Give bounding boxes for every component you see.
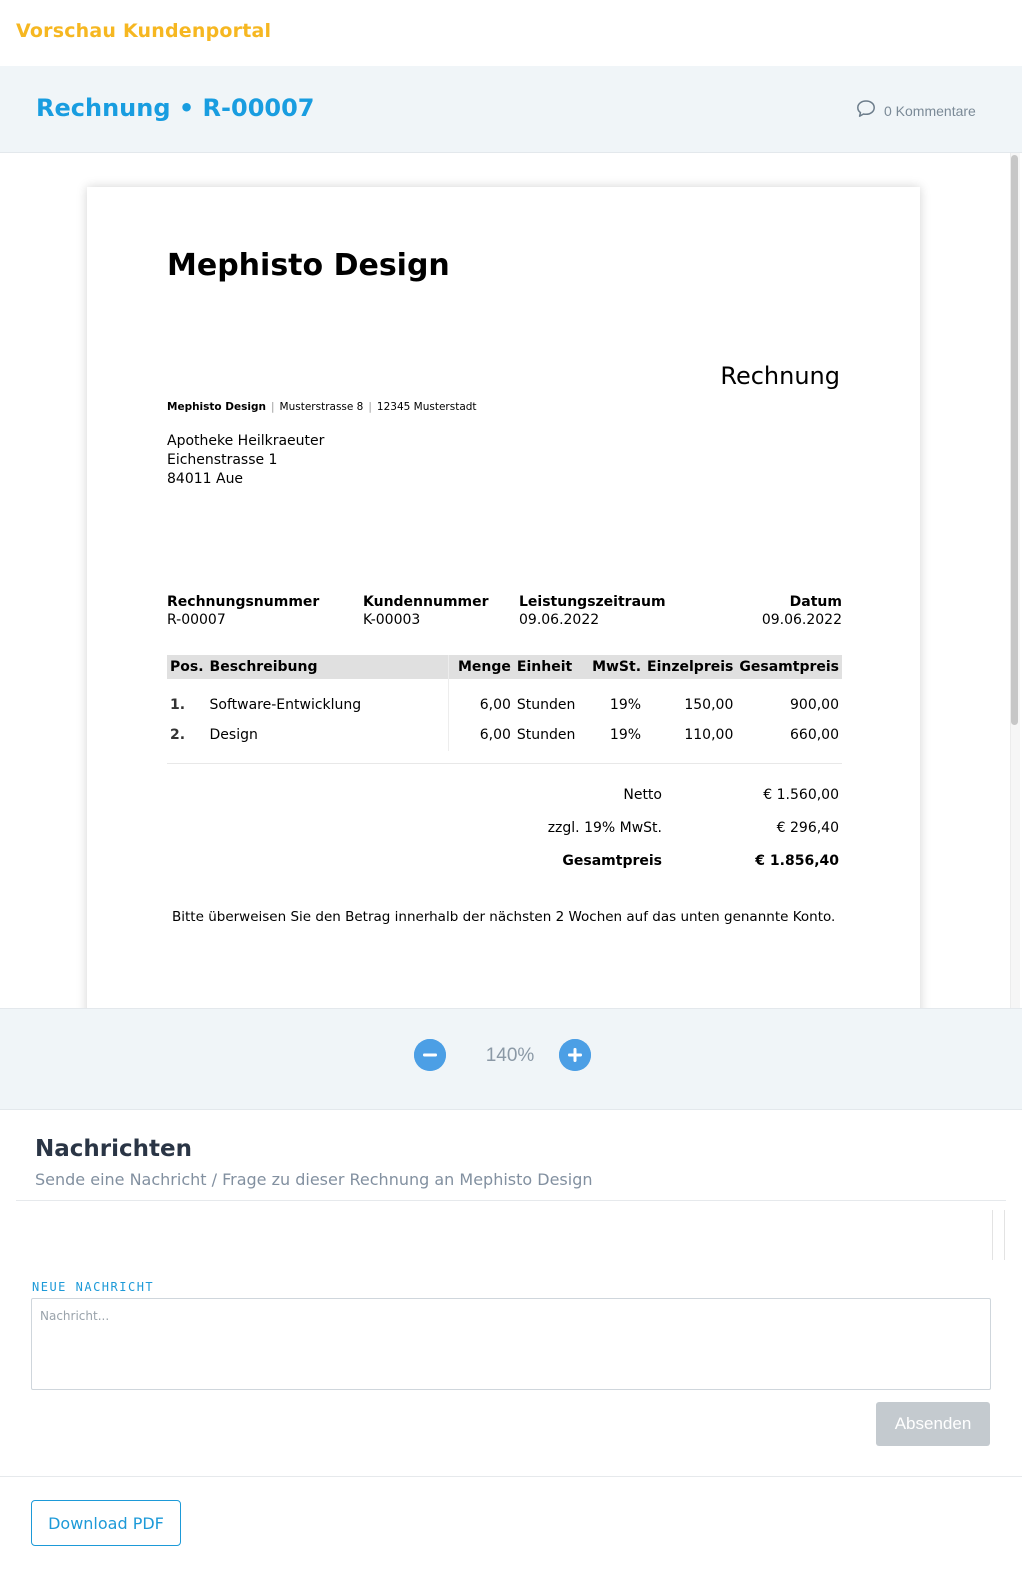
col-vat: MwSt. bbox=[584, 655, 644, 679]
messages-title: Nachrichten bbox=[35, 1136, 192, 1162]
item-total: 660,00 bbox=[790, 726, 839, 743]
item-quantity: 6,00 bbox=[479, 696, 511, 713]
item-unit: Stunden bbox=[516, 696, 576, 713]
col-pos: Pos. bbox=[167, 655, 207, 679]
invoice-number: R-00007 bbox=[167, 612, 226, 628]
divider bbox=[0, 1476, 1022, 1477]
period-label: Leistungszeitraum bbox=[519, 594, 666, 610]
col-unit-price: Einzelpreis bbox=[644, 655, 736, 679]
net-label: Netto bbox=[623, 787, 662, 803]
new-message-label: NEUE NACHRICHT bbox=[32, 1280, 155, 1294]
gross-value: € 1.856,40 bbox=[755, 853, 839, 869]
zoom-bar bbox=[0, 1008, 1022, 1110]
col-total: Gesamtpreis bbox=[736, 655, 842, 679]
pdf-viewer[interactable] bbox=[0, 153, 1022, 1008]
net-row bbox=[167, 787, 842, 820]
item-unit-price: 110,00 bbox=[684, 726, 734, 743]
zoom-in-button[interactable] bbox=[559, 1039, 591, 1071]
table-header-row bbox=[167, 655, 842, 679]
viewer-scrollbar-thumb[interactable] bbox=[1011, 155, 1018, 725]
item-total: 900,00 bbox=[790, 696, 839, 713]
zoom-level: 140% bbox=[485, 1045, 535, 1066]
net-value: € 1.560,00 bbox=[763, 787, 839, 803]
item-pos: 2. bbox=[170, 726, 186, 743]
page-title: Rechnung • R-00007 bbox=[36, 94, 315, 122]
invoice-page bbox=[87, 187, 920, 1008]
send-button[interactable]: Absenden bbox=[876, 1402, 990, 1446]
item-unit: Stunden bbox=[516, 726, 576, 743]
totals-block bbox=[167, 787, 842, 886]
document-type: Rechnung bbox=[720, 362, 840, 390]
brand-title: Vorschau Kundenportal bbox=[16, 20, 272, 42]
customer-number: K-00003 bbox=[363, 612, 421, 628]
sender-city: 12345 Musterstadt bbox=[376, 401, 477, 413]
col-unit: Einheit bbox=[514, 655, 584, 679]
minus-circle-icon bbox=[414, 1039, 446, 1071]
messages-section bbox=[0, 1110, 1022, 1476]
zoom-out-button[interactable] bbox=[414, 1039, 446, 1071]
gross-label: Gesamtpreis bbox=[562, 853, 662, 869]
item-vat: 19% bbox=[609, 726, 642, 743]
message-input[interactable] bbox=[31, 1298, 991, 1390]
recipient-city: 84011 Aue bbox=[167, 471, 244, 487]
comment-bubble-icon bbox=[856, 99, 876, 122]
table-row bbox=[167, 718, 842, 751]
item-pos: 1. bbox=[170, 696, 186, 713]
recipient-address bbox=[167, 432, 324, 489]
vat-row bbox=[167, 820, 842, 853]
col-quantity: Menge bbox=[448, 655, 514, 679]
date-label: Datum bbox=[789, 594, 842, 610]
sender-name: Mephisto Design bbox=[167, 401, 266, 413]
comments-count: 0 Kommentare bbox=[884, 102, 976, 119]
item-description: Design bbox=[207, 718, 449, 751]
line-items-table bbox=[167, 655, 842, 751]
sender-street: Musterstrasse 8 bbox=[279, 401, 364, 413]
document-header bbox=[0, 66, 1022, 153]
period-value: 09.06.2022 bbox=[519, 612, 600, 628]
sender-line: Mephisto Design | Musterstrasse 8 | 12345 Musterstadt bbox=[167, 401, 477, 413]
item-quantity: 6,00 bbox=[479, 726, 511, 743]
item-description: Software-Entwicklung bbox=[207, 679, 449, 718]
messages-scrollbar[interactable] bbox=[992, 1210, 1005, 1260]
item-vat: 19% bbox=[609, 696, 642, 713]
recipient-street: Eichenstrasse 1 bbox=[167, 452, 278, 468]
divider bbox=[167, 763, 842, 764]
messages-subtitle: Sende eine Nachricht / Frage zu dieser Rechnung an Mephisto Design bbox=[35, 1170, 593, 1189]
plus-circle-icon bbox=[559, 1039, 591, 1071]
comments-link[interactable] bbox=[856, 99, 976, 122]
table-row bbox=[167, 679, 842, 718]
col-description: Beschreibung bbox=[207, 655, 449, 679]
payment-note: Bitte überweisen Sie den Betrag innerhalb der nächsten 2 Wochen auf das unten genannte Konto. bbox=[172, 909, 836, 925]
item-unit-price: 150,00 bbox=[684, 696, 734, 713]
divider bbox=[16, 1200, 1006, 1201]
top-bar bbox=[0, 0, 1022, 66]
invoice-number-label: Rechnungsnummer bbox=[167, 594, 320, 610]
vat-label: zzgl. 19% MwSt. bbox=[547, 820, 662, 836]
gross-row bbox=[167, 853, 842, 886]
date-value: 09.06.2022 bbox=[761, 612, 842, 628]
download-pdf-button[interactable]: Download PDF bbox=[31, 1500, 181, 1546]
vat-value: € 296,40 bbox=[776, 820, 839, 836]
customer-number-label: Kundennummer bbox=[363, 594, 489, 610]
recipient-name: Apotheke Heilkraeuter bbox=[167, 433, 325, 449]
company-name: Mephisto Design bbox=[167, 248, 450, 283]
